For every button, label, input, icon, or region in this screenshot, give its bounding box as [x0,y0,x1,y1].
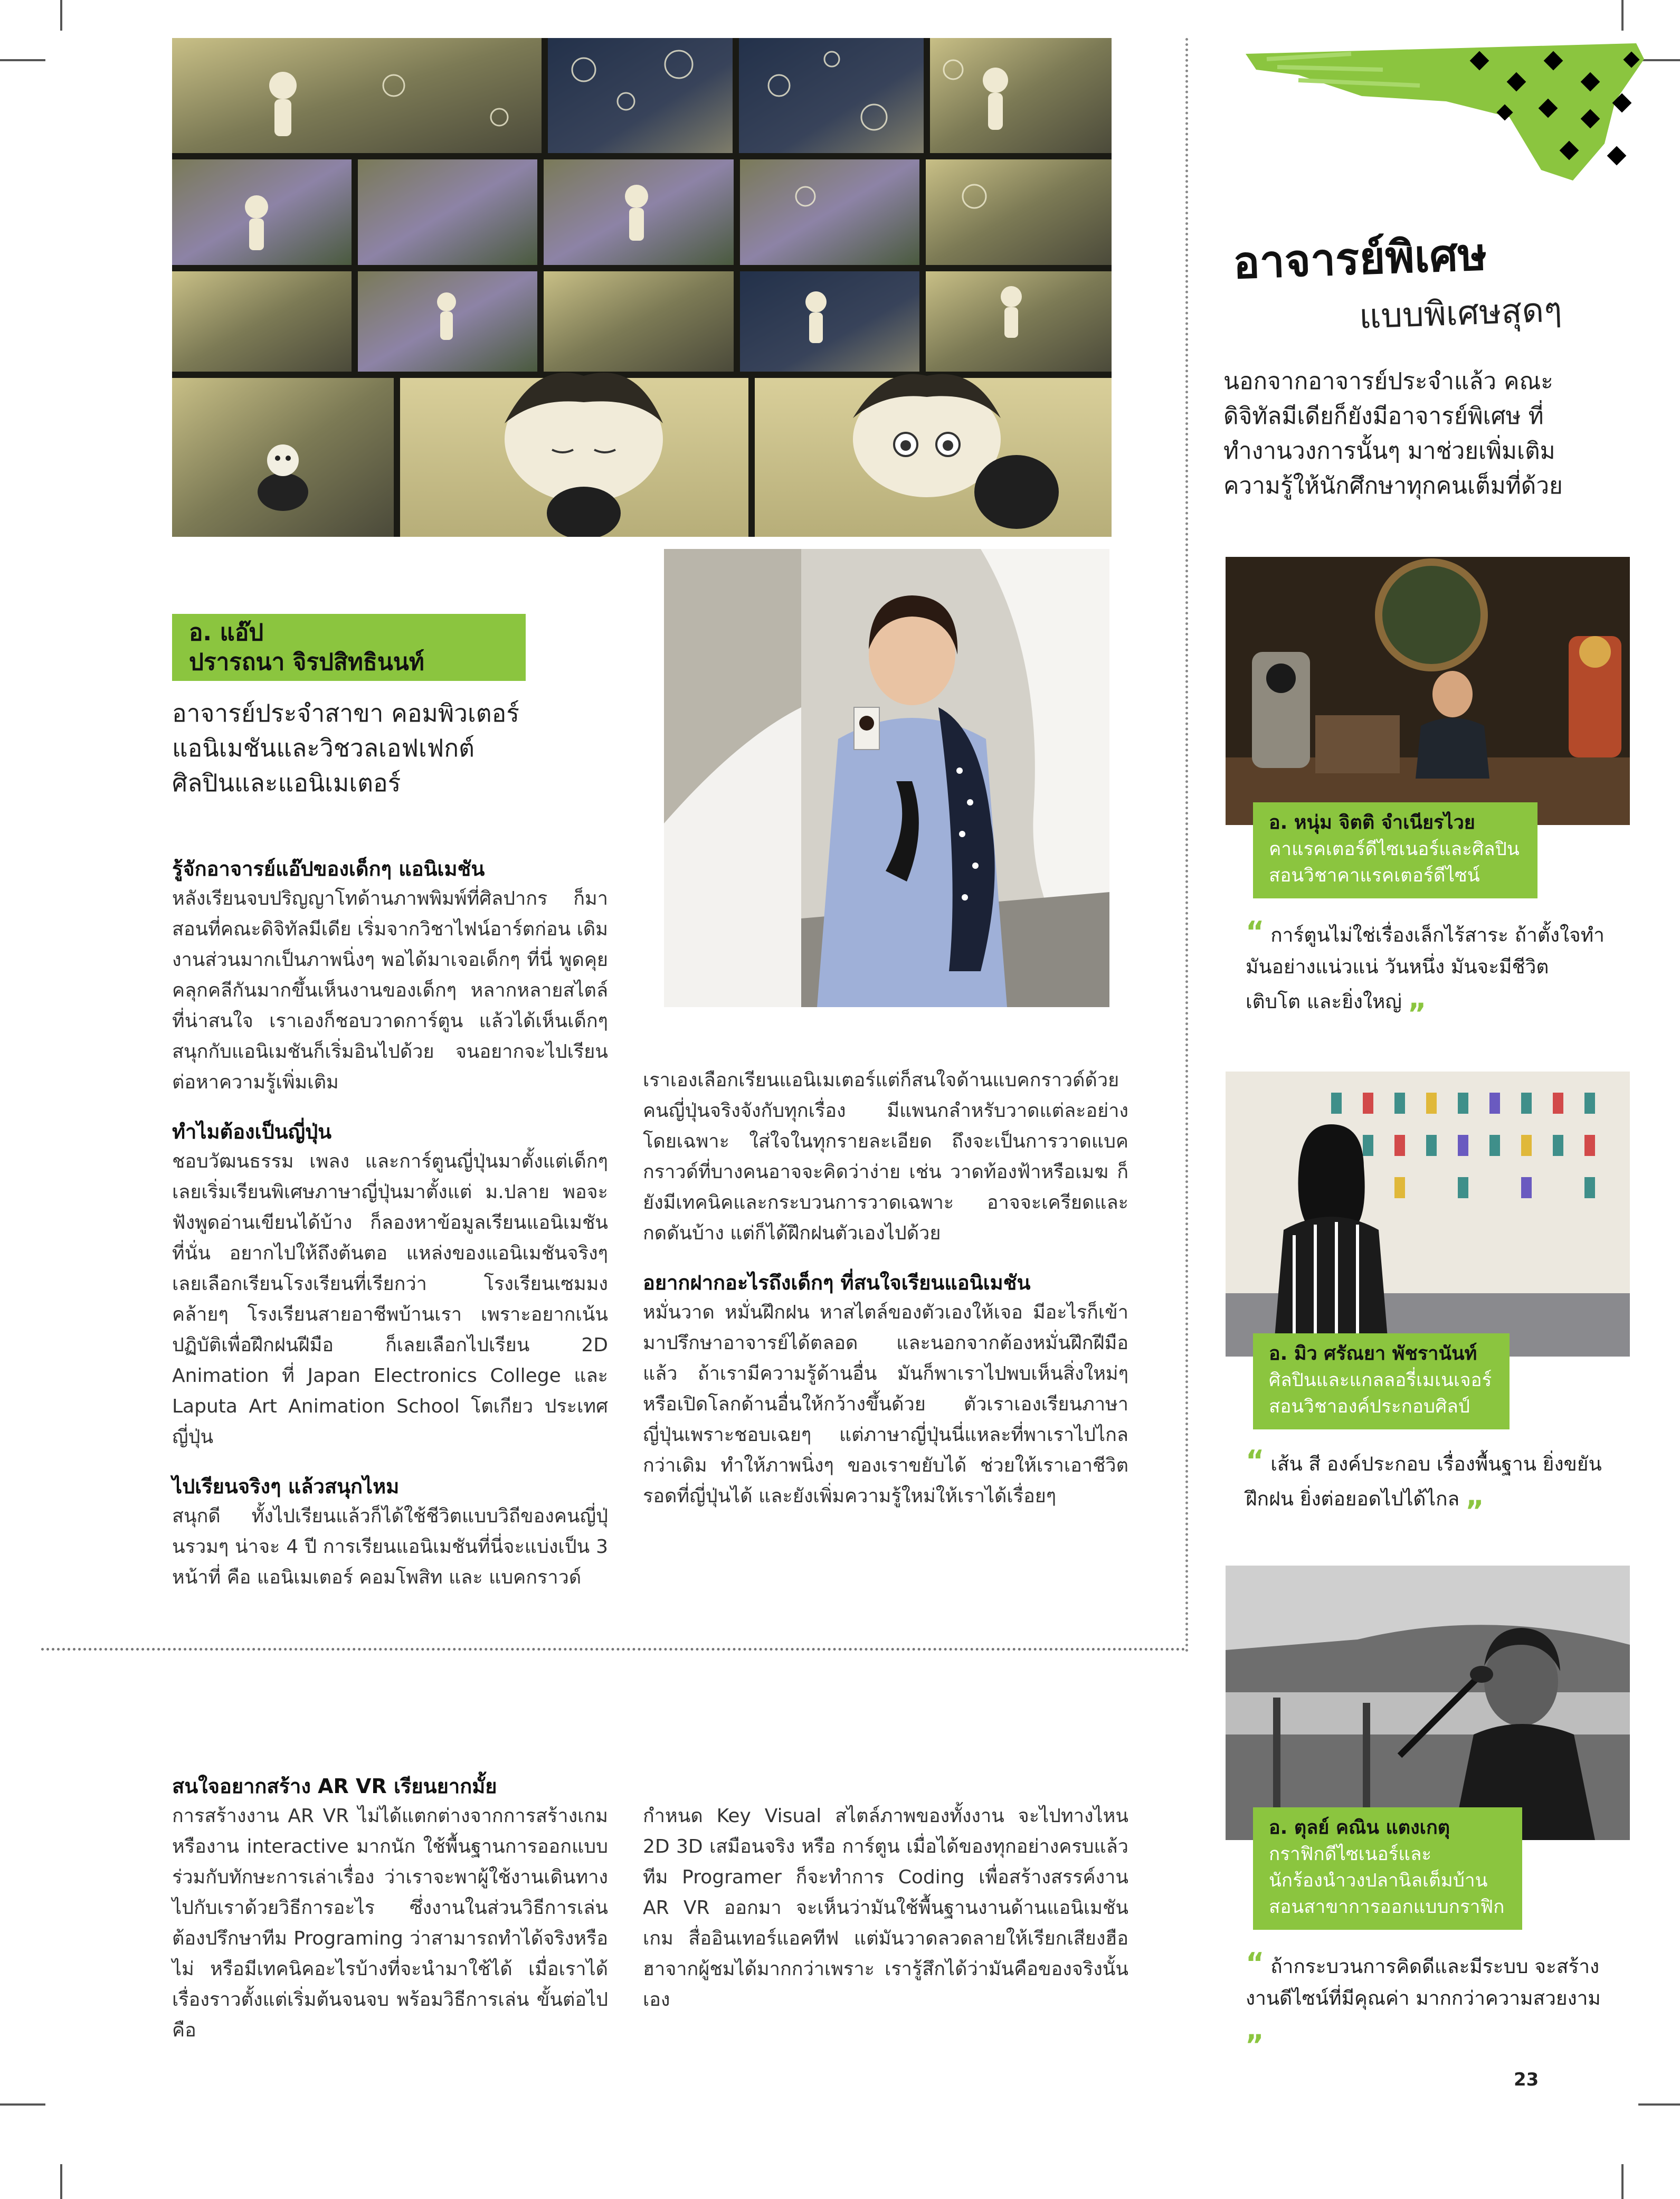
open-quote-icon: “ [1246,1947,1265,1980]
close-quote-icon: „ [1465,1479,1485,1512]
crop-mark [60,0,62,31]
brush-decoration [1246,38,1644,181]
storyboard-collage [172,38,1112,537]
crop-mark [1621,2164,1624,2199]
teacher-3-caption [1253,1807,1522,1930]
teacher-3-role: กราฟิกดีไซเนอร์และ [1269,1844,1432,1865]
section-heading: ทำไมต้องเป็นญี่ปุ่น [172,1120,332,1143]
section-body: กำหนด Key Visual สไตล์ภาพของทั้งงาน จะไปทางไหน 2D 3D เสมือนจริง หรือ การ์ตูน เมื่อได้ของทุกอย่างครบแล้ว ทีม Programer ก็จะทำการ Coding เพื่อสร้างสรรค์งาน AR VR ออกมา จะเห็นว่ามันใช้พื้นฐานงานด้านแอนิเมชัน เกม สื่ออินเทอร์แอคทีฟ แต่มันวาดลวดลายให้เรียกเสียงฮือฮาจากผู้ชมได้มากกว่าเพราะ เรารู้สึกได้ว่ามันคือของจริงนั้นเอง [643,1805,1128,2011]
main-column-1 [172,854,608,1593]
section-divider [41,1648,1185,1651]
storyboard-frames [172,38,1112,537]
section-body: การสร้างงาน AR VR ไม่ได้แตกต่างจากการสร้างเกมหรืองาน interactive มากนัก ใช้พื้นฐานการออกแบบร่วมกับทักษะการเล่าเรื่อง ว่าเราจะพาผู้ใช้งานเดินทางไปกับเราด้วยวิธีการอะไร ซึ่งงานในส่วนวิธีการเล่นต้องปรึกษาทีม Programing ว่าสามารถทำได้จริงหรือไม่ หรือมีเทคนิคอะไรบ้างที่จะนำมาใช้ได้ เมื่อเราได้เรื่องราวตั้งแต่เริ่มต้นจนจบ พร้อมวิธีการเล่น ขั้นต่อไปคือ [172,1805,608,2041]
main-teacher-name-line2: ปรารถนา จิรปสิทธินนท์ [189,649,424,676]
teacher-1-role: สอนวิชาคาแรคเตอร์ดีไซน์ [1269,865,1480,886]
column-divider [1185,38,1188,1653]
teacher-2-role: ศิลปินและแกลลอรี่เมเนเจอร์ [1269,1370,1492,1391]
section-heading: ไปเรียนจริงๆ แล้วสนุกไหม [172,1475,400,1498]
section-heading: สนใจอยากสร้าง AR VR เรียนยากมั้ย [172,1775,497,1798]
section-heading: รู้จักอาจารย์แอ๊ปของเด็กๆ แอนิเมชัน [172,857,485,880]
section-body: หมั่นวาด หมั่นฝึกฝน หาสไตล์ของตัวเองให้เจอ มีอะไรก็เข้ามาปรึกษาอาจารย์ได้ตลอด และนอกจากต้องหมั่นฝึกฝีมือแล้ว ถ้าเรามีความรู้ด้านอื่น มันก็พาเราไปพบเห็นสิ่งใหม่ๆ หรือเปิดโลกด้านอื่นให้กว้างขึ้นด้วย ตัวเราเองเรียนภาษาญี่ปุ่นเพราะชอบเฉยๆ แต่ภาษาญี่ปุ่นนี่แหละที่พาเราไปไกลกว่าเดิม ทำให้ภาพนิ่งๆ ของเราขยับได้ ช่วยให้เราเอาชีวิตรอดที่ญี่ปุ่นได้ และยังเพิ่มความรู้ใหม่ให้เราได้เรื่อยๆ [643,1302,1128,1507]
main-teacher-position: อาจารย์ประจำสาขา คอมพิวเตอร์แอนิเมชันและวิชวลเอฟเฟกต์ ศิลปินและแอนิเมเตอร์ [172,699,519,797]
teacher-2-name: อ. มิว ศรัณยา พัชรานันท์ [1269,1343,1477,1364]
section-body: ชอบวัฒนธรรม เพลง และการ์ตูนญี่ปุ่นมาตั้งแต่เด็กๆ เลยเริ่มเรียนพิเศษภาษาญี่ปุ่นมาตั้งแต่ ม.ปลาย พอจะฟังพูดอ่านเขียนได้บ้าง ก็ลองหาข้อมูลเรียนแอนิเมชันที่นั่น อยากไปให้ถึงต้นตอ แหล่งของแอนิเมชันจริงๆ เลยเลือกเรียนโรงเรียนที่เรียกว่า โรงเรียนเซมมง คล้ายๆ โรงเรียนสายอาชีพบ้านเรา เพราะอยากเน้นปฏิบัติเพื่อฝึกฝนฝีมือ ก็เลยเลือกไปเรียน 2D Animation ที่ Japan Electronics College และ Laputa Art Animation School โตเกียว ประเทศญี่ปุ่น [172,1151,608,1448]
teacher-1-caption [1253,802,1537,898]
open-quote-icon: “ [1246,1444,1265,1477]
main-teacher-photo [664,549,1109,1007]
close-quote-icon: „ [1246,2013,1265,2046]
section-heading: อยากฝากอะไรถึงเด็กๆ ที่สนใจเรียนแอนิเมชัน [643,1271,1031,1294]
section-body: เราเองเลือกเรียนแอนิเมเตอร์แต่ก็สนใจด้านแบคกราวด์ด้วย คนญี่ปุ่นจริงจังกับทุกเรื่อง มีแพนกลำหรับวาดแต่ละอย่าง โดยเฉพาะ ใส่ใจในทุกรายละเอียด ถึงจะเป็นการวาดแบคกราวด์ที่บางคนอาจจะคิดว่าง่าย เช่น วาดท้องฟ้าหรือเมฆ ก็ยังมีเทคนิคและกระบวนการวาดเฉพาะ อาจจะเครียดและกดดันบ้าง แต่ก็ได้ฝึกฝนตัวเองไปด้วย [643,1069,1128,1244]
main-teacher-name-box [172,614,526,681]
teacher-3-quote: “ ถ้ากระบวนการคิดดีและมีระบบ จะสร้างงานดีไซน์ที่มีคุณค่า มากกว่าความสวยงาม „ [1246,1947,1601,2046]
open-quote-icon: “ [1246,915,1265,949]
teacher-3-photo [1226,1566,1630,1840]
sidebar-subtitle: แบบพิเศษสุดๆ [1358,290,1563,337]
crop-mark [1638,59,1680,61]
sidebar-title: อาจารย์พิเศษ [1232,228,1488,289]
teacher-1-role: คาแรคเตอร์ดีไซเนอร์และศิลปิน [1269,839,1520,860]
teacher-1-photo [1226,557,1630,825]
crop-mark [0,59,45,61]
page-number: 23 [1514,2069,1539,2090]
close-quote-icon: „ [1408,982,1427,1015]
crop-mark [0,2103,45,2106]
teacher-2-role: สอนวิชาองค์ประกอบศิลป์ [1269,1396,1470,1417]
teacher-3-name: อ. ตุลย์ คณิน แตงเกตุ [1269,1817,1450,1838]
bottom-column-1 [172,1771,608,2046]
teacher-1-name: อ. หนุ่ม จิตติ จำเนียรไวย [1269,812,1475,833]
crop-mark [1638,2103,1680,2106]
teacher-1-quote: “ การ์ตูนไม่ใช่เรื่องเล็กไร้สาระ ถ้าตั้งใจทำมันอย่างแน่วแน่ วันหนึ่ง มันจะมีชีวิต เติบโต และยิ่งใหญ่ „ [1246,915,1605,1015]
crop-mark [60,2164,62,2199]
sidebar-intro: นอกจากอาจารย์ประจำแล้ว คณะดิจิทัลมีเดียก็ยังมีอาจารย์พิเศษ ที่ทำงานวงการนั้นๆ มาช่วยเพิ่มเติม ความรู้ให้นักศึกษาทุกคนเต็มที่ด้วย [1223,368,1563,499]
teacher-2-caption [1253,1333,1510,1429]
teacher-3-role: สอนสาขาการออกแบบกราฟิก [1269,1897,1505,1918]
crop-mark [1621,0,1624,31]
main-teacher-name-line1: อ. แอ๊ป [189,619,264,646]
main-column-2 [643,1065,1128,1512]
teacher-2-quote: “ เส้น สี องค์ประกอบ เรื่องพื้นฐาน ยิ่งขยันฝึกฝน ยิ่งต่อยอดไปได้ไกล „ [1246,1444,1602,1512]
teacher-2-photo [1226,1072,1630,1357]
section-body: หลังเรียนจบปริญญาโทด้านภาพพิมพ์ที่ศิลปากร ก็มาสอนที่คณะดิจิทัลมีเดีย เริ่มจากวิชาไฟน์อาร์ตก่อน เดิมงานส่วนมากเป็นภาพนิ่งๆ พอได้มาเจอเด็กๆ ที่นี่ พูดคุยคลุกคลีกันมากขึ้นเห็นงานของเด็กๆ หลากหลายสไตล์ที่น่าสนใจ เราเองก็ชอบวาดการ์ตูน แล้วได้เห็นเด็กๆ สนุกกับแอนิเมชันก็เริ่มอินไปด้วย จนอยากจะไปเรียนต่อหาความรู้เพิ่มเติม [172,888,608,1093]
bottom-column-2 [643,1801,1128,2015]
teacher-3-role: นักร้องนำวงปลานิลเต็มบ้าน [1269,1870,1488,1891]
section-body: สนุกดี ทั้งไปเรียนแล้วก็ได้ใช้ชีวิตแบบวิถีของคนญี่ปุ่นรวมๆ น่าจะ 4 ปี การเรียนแอนิเมชันที่นี่จะแบ่งเป็น 3 หน้าที่ คือ แอนิเมเตอร์ คอมโพสิท และ แบคกราวด์ [172,1505,608,1588]
